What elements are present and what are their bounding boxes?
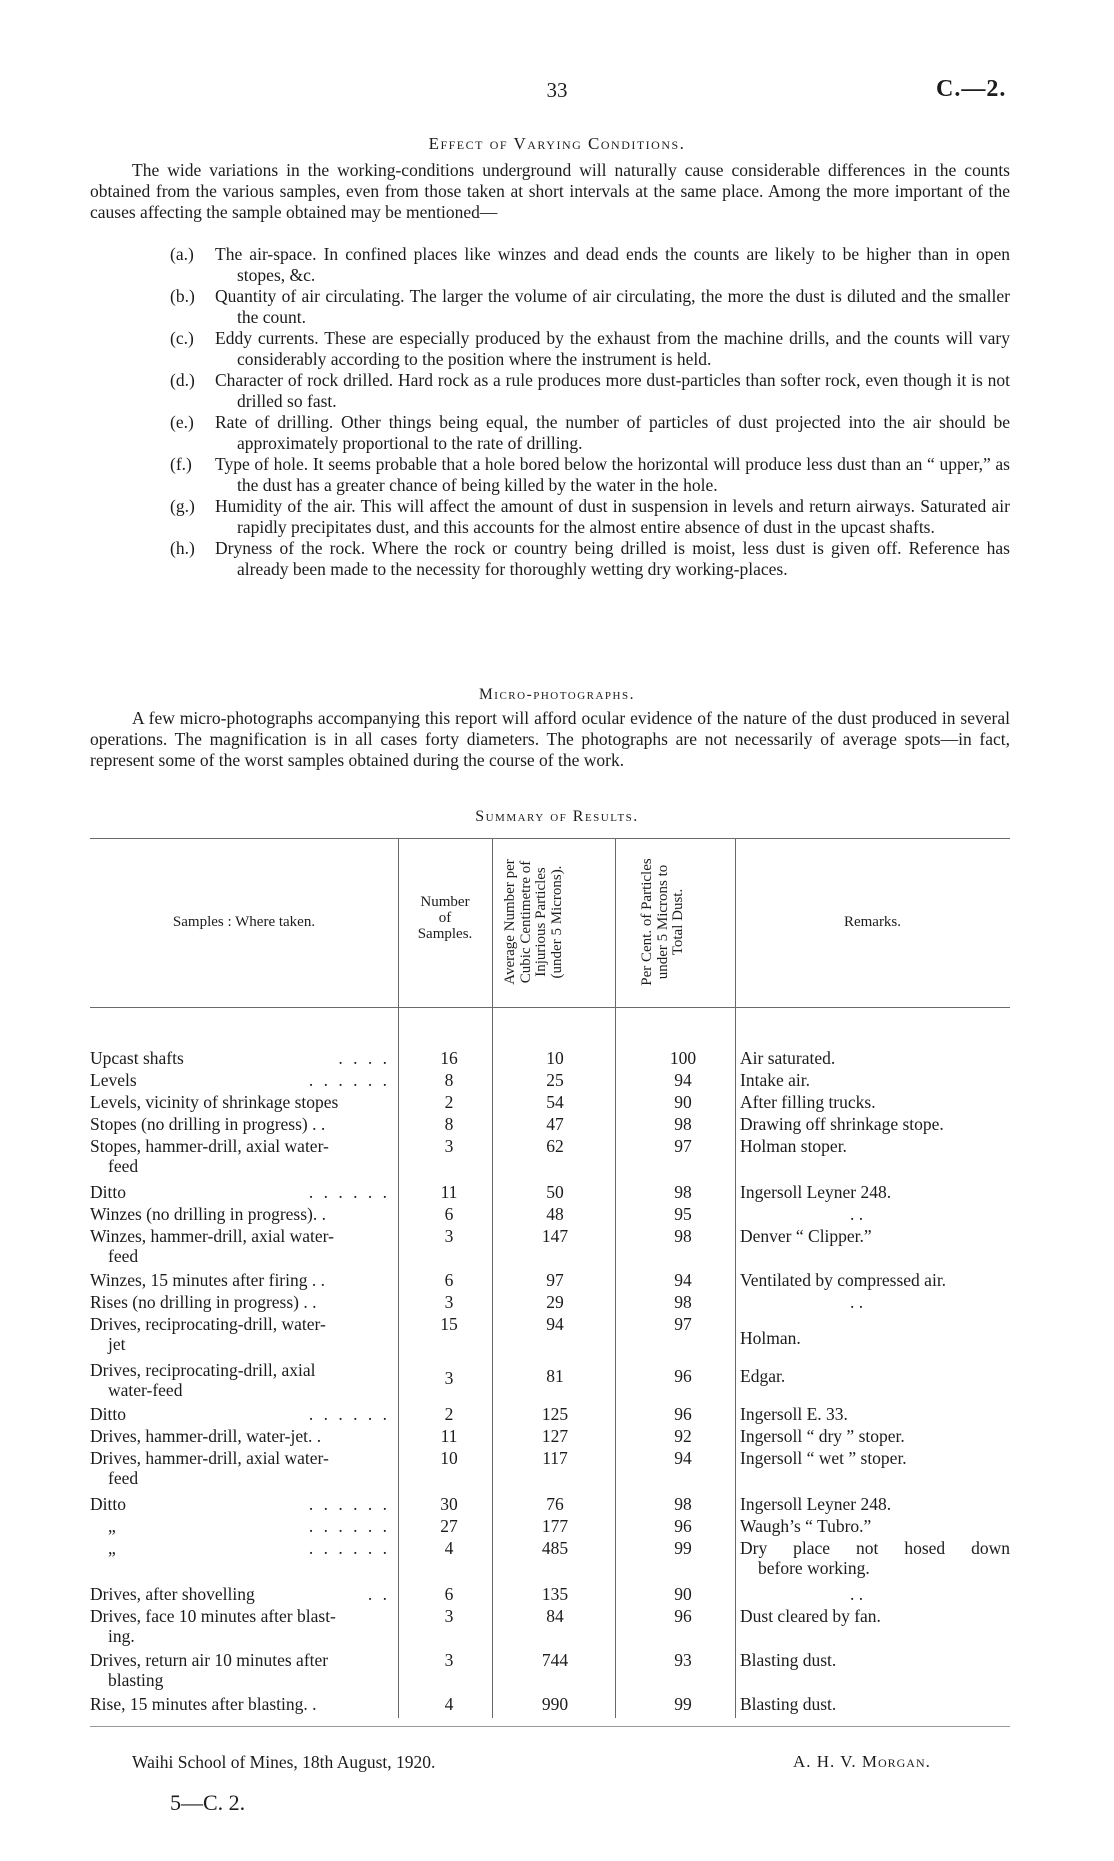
cell-number: 3 <box>444 1136 454 1156</box>
cell-remarks: Ingersoll “ dry ” stoper. <box>740 1426 905 1446</box>
intro-text: The wide variations in the working-conditions underground will naturally cause considerable differences in the counts obtained from the various samples, even from those taken at short intervals at the same place. Among the more important of the causes affecting the sample obtained may be mentioned— <box>90 160 1010 222</box>
list-item <box>170 538 1010 580</box>
cell-remarks-continued: before working. <box>758 1558 870 1578</box>
table-top-rule <box>90 838 1010 839</box>
cell-place: „ <box>108 1538 116 1558</box>
table-bottom-rule <box>90 1726 1010 1727</box>
cell-percent: 93 <box>674 1650 692 1670</box>
header-average <box>503 846 565 998</box>
cell-place-continued: water-feed <box>108 1380 183 1400</box>
cell-number: 11 <box>440 1182 458 1202</box>
leader-dots: . . . . <box>338 1048 390 1068</box>
cell-remarks: Blasting dust. <box>740 1694 837 1714</box>
cell-place: Drives, reciprocating-drill, axial <box>90 1360 316 1380</box>
list-item-text: Dryness of the rock. Where the rock or country being drilled is moist, less dust is given off. Reference has already been made to the necessity for thoroughly wetting dry working-places. <box>215 538 1010 579</box>
cell-number: 3 <box>444 1650 454 1670</box>
cell-percent: 94 <box>674 1070 692 1090</box>
cell-place: Drives, hammer-drill, axial water- <box>90 1448 329 1468</box>
cell-number: 27 <box>440 1516 458 1536</box>
cell-number: 2 <box>444 1404 454 1424</box>
cell-place: Ditto <box>90 1404 126 1424</box>
cell-number: 3 <box>444 1226 454 1246</box>
cell-number: 4 <box>444 1694 454 1714</box>
cell-percent: 94 <box>674 1448 692 1468</box>
cell-percent: 95 <box>674 1204 692 1224</box>
cell-remarks: Holman stoper. <box>740 1136 847 1156</box>
cell-number: 6 <box>444 1270 454 1290</box>
cell-place: Drives, reciprocating-drill, water- <box>90 1314 326 1334</box>
cell-average: 485 <box>541 1538 569 1558</box>
cell-percent: 97 <box>674 1314 692 1334</box>
cell-number: 30 <box>440 1494 458 1514</box>
cell-number: 15 <box>440 1314 458 1334</box>
header-percent-line: Total Dust. <box>670 888 686 956</box>
column-divider <box>492 838 493 1718</box>
cell-percent: 96 <box>674 1366 692 1386</box>
cell-average: 76 <box>546 1494 564 1514</box>
cell-percent: 96 <box>674 1516 692 1536</box>
list-item-text: Eddy currents. These are especially produced by the exhaust from the machine drills, and the counts will vary considerably according to the position where the instrument is held. <box>215 328 1010 369</box>
list-item-label: (a.) <box>170 244 194 264</box>
signature-author: A. H. V. Morgan. <box>793 1752 931 1771</box>
cell-place: Winzes, 15 minutes after firing . . <box>90 1270 325 1290</box>
section-title-micro: Micro-photographs. <box>479 686 635 703</box>
cell-remarks: Blasting dust. <box>740 1650 837 1670</box>
cell-remarks: Denver “ Clipper.” <box>740 1226 872 1246</box>
header-average-line: Injurious Particles <box>533 867 549 977</box>
cell-remarks: Air saturated. <box>740 1048 836 1068</box>
cell-percent: 90 <box>674 1584 692 1604</box>
column-divider <box>615 838 616 1718</box>
cell-place: „ <box>108 1516 116 1536</box>
leader-dots: . . . . . . <box>308 1404 390 1424</box>
cell-number: 3 <box>444 1368 454 1388</box>
cell-place-continued: feed <box>108 1156 139 1176</box>
header-samples: Samples : Where taken. <box>172 914 316 930</box>
list-item-label: (h.) <box>170 538 195 558</box>
cell-percent: 98 <box>674 1494 692 1514</box>
cell-average: 81 <box>546 1366 564 1386</box>
cell-place: Levels, vicinity of shrinkage stopes <box>90 1092 339 1112</box>
cell-average: 62 <box>546 1136 564 1156</box>
list-item-text: Humidity of the air. This will affect the amount of dust in suspension in levels and return airways. Saturated air rapidly precipitates dust, and this accounts for the almost entire absence of dust in the upcast shafts. <box>215 496 1010 537</box>
conditions-list <box>170 244 1010 580</box>
list-item <box>170 244 1010 286</box>
cell-place: Stopes (no drilling in progress) . . <box>90 1114 326 1134</box>
cell-percent: 99 <box>674 1538 692 1558</box>
cell-number: 6 <box>444 1204 454 1224</box>
cell-remarks: Ingersoll Leyner 248. <box>740 1182 892 1202</box>
list-item <box>170 454 1010 496</box>
cell-remarks: Edgar. <box>740 1366 786 1386</box>
page-number: 33 <box>546 78 568 102</box>
cell-percent: 96 <box>674 1404 692 1424</box>
list-item <box>170 328 1010 370</box>
list-item-text: Type of hole. It seems probable that a hole bored below the horizontal will produce less dust than an “ upper,” as the dust has a greater chance of being killed by the water in the hole. <box>215 454 1010 495</box>
list-item-label: (g.) <box>170 496 195 516</box>
cell-number: 11 <box>440 1426 458 1446</box>
cell-average: 990 <box>541 1694 569 1714</box>
leader-dots: . . . . . . <box>308 1182 390 1202</box>
micro-text: A few micro-photographs accompanying this report will afford ocular evidence of the nature of the dust produced in several operations. The magnification is in all cases forty diameters. The photographs are not necessarily of average spots—in fact, represent some of the worst samples obtained during the course of the work. <box>90 708 1010 770</box>
cell-place: Rise, 15 minutes after blasting. . <box>90 1694 317 1714</box>
cell-remarks: Waugh’s “ Tubro.” <box>740 1516 872 1536</box>
cell-number: 8 <box>444 1070 454 1090</box>
signature-place-date: Waihi School of Mines, 18th August, 1920. <box>132 1752 436 1772</box>
cell-remarks: Ventilated by compressed air. <box>740 1270 947 1290</box>
cell-place: Drives, hammer-drill, water-jet. . <box>90 1426 322 1446</box>
cell-average: 135 <box>541 1584 569 1604</box>
header-remarks: Remarks. <box>843 914 902 930</box>
cell-remarks: . . <box>850 1292 864 1312</box>
list-item-label: (f.) <box>170 454 192 474</box>
cell-place: Ditto <box>90 1494 126 1514</box>
table-header-rule <box>90 1007 1010 1008</box>
header-number-line: Number <box>420 894 470 910</box>
cell-average: 127 <box>541 1426 569 1446</box>
header-average-line: Cubic Centimetre of <box>517 860 534 984</box>
cell-place: Drives, face 10 minutes after blast- <box>90 1606 336 1626</box>
cell-remarks: After filling trucks. <box>740 1092 876 1112</box>
cell-average: 147 <box>541 1226 569 1246</box>
section-title-effect: Effect of Varying Conditions. <box>428 134 686 153</box>
cell-place: Ditto <box>90 1182 126 1202</box>
leader-dots: . . <box>367 1584 390 1604</box>
intro-paragraph <box>90 160 1010 223</box>
cell-number: 4 <box>444 1538 454 1558</box>
table-title: Summary of Results. <box>475 808 639 825</box>
list-item-text: Character of rock drilled. Hard rock as a rule produces more dust-particles than softer rock, even though it is not drilled so fast. <box>215 370 1010 411</box>
cell-number: 8 <box>444 1114 454 1134</box>
page-reference: 5—C. 2. <box>170 1790 246 1815</box>
cell-average: 744 <box>541 1650 569 1670</box>
cell-percent: 90 <box>674 1092 692 1112</box>
cell-percent: 96 <box>674 1606 692 1626</box>
list-item-label: (c.) <box>170 328 194 348</box>
cell-place: Levels <box>90 1070 137 1090</box>
cell-percent: 92 <box>674 1426 692 1446</box>
cell-number: 10 <box>440 1448 458 1468</box>
cell-remarks: . . <box>850 1204 864 1224</box>
header-number-line: of <box>438 910 452 926</box>
cell-percent: 98 <box>674 1182 692 1202</box>
cell-remarks-line: Dry place not hosed down <box>740 1538 1010 1558</box>
cell-percent: 99 <box>674 1694 692 1714</box>
micro-paragraph <box>90 708 1010 771</box>
cell-place: Rises (no drilling in progress) . . <box>90 1292 317 1312</box>
list-item-text: Quantity of air circulating. The larger the volume of air circulating, the more the dust is diluted and the smaller the count. <box>215 286 1010 327</box>
summary-table <box>90 838 1010 1728</box>
cell-average: 50 <box>546 1182 564 1202</box>
cell-percent: 94 <box>674 1270 692 1290</box>
cell-place: Winzes, hammer-drill, axial water- <box>90 1226 334 1246</box>
cell-place: Drives, return air 10 minutes after <box>90 1650 329 1670</box>
cell-percent: 98 <box>674 1114 692 1134</box>
cell-remarks: Ingersoll E. 33. <box>740 1404 848 1424</box>
cell-average: 29 <box>546 1292 564 1312</box>
cell-average: 97 <box>546 1270 564 1290</box>
cell-average: 47 <box>546 1114 564 1134</box>
cell-average: 177 <box>541 1516 569 1536</box>
list-item <box>170 286 1010 328</box>
cell-percent: 98 <box>674 1226 692 1246</box>
cell-remarks <box>740 1538 1010 1578</box>
cell-percent: 100 <box>669 1048 697 1068</box>
cell-average: 94 <box>546 1314 564 1334</box>
column-divider <box>398 838 399 1718</box>
cell-remarks: Intake air. <box>740 1070 810 1090</box>
header-percent <box>640 846 687 998</box>
cell-number: 16 <box>440 1048 458 1068</box>
cell-number: 6 <box>444 1584 454 1604</box>
cell-number: 2 <box>444 1092 454 1112</box>
cell-remarks: Dust cleared by fan. <box>740 1606 881 1626</box>
cell-remarks: . . <box>850 1584 864 1604</box>
cell-remarks: Ingersoll Leyner 248. <box>740 1494 892 1514</box>
leader-dots: . . . . . . <box>308 1538 390 1558</box>
cell-place-continued: feed <box>108 1246 139 1266</box>
list-item <box>170 370 1010 412</box>
cell-place: Upcast shafts <box>90 1048 184 1068</box>
cell-average: 125 <box>541 1404 569 1424</box>
cell-average: 84 <box>546 1606 564 1626</box>
cell-average: 117 <box>542 1448 568 1468</box>
cell-remarks: Ingersoll “ wet ” stoper. <box>740 1448 907 1468</box>
list-item-label: (b.) <box>170 286 195 306</box>
cell-number: 3 <box>444 1606 454 1626</box>
cell-remarks: Holman. <box>740 1328 801 1348</box>
list-item-text: Rate of drilling. Other things being equal, the number of particles of dust projected into the air should be approximately proportional to the rate of drilling. <box>215 412 1010 453</box>
cell-place-continued: ing. <box>108 1626 135 1646</box>
list-item <box>170 412 1010 454</box>
header-average-line: (under 5 Microns). <box>548 865 565 979</box>
header-percent-line: under 5 Microns to <box>654 864 671 980</box>
header-number <box>398 894 492 942</box>
cell-place: Winzes (no drilling in progress). . <box>90 1204 326 1224</box>
cell-number: 3 <box>444 1292 454 1312</box>
cell-average: 25 <box>546 1070 564 1090</box>
cell-average: 54 <box>546 1092 564 1112</box>
cell-remarks: Drawing off shrinkage stope. <box>740 1114 944 1134</box>
cell-percent: 98 <box>674 1292 692 1312</box>
cell-place: Drives, after shovelling <box>90 1584 255 1604</box>
header-average-line: Average Number per <box>502 859 518 985</box>
cell-place-continued: jet <box>108 1334 126 1354</box>
header-number-line: Samples. <box>417 926 473 942</box>
leader-dots: . . . . . . <box>308 1070 390 1090</box>
cell-place-continued: blasting <box>108 1670 164 1690</box>
list-item-label: (e.) <box>170 412 194 432</box>
cell-place-continued: feed <box>108 1468 139 1488</box>
list-item <box>170 496 1010 538</box>
list-item-text: The air-space. In confined places like winzes and dead ends the counts are likely to be higher than in open stopes, &c. <box>215 244 1010 285</box>
list-item-label: (d.) <box>170 370 195 390</box>
leader-dots: . . . . . . <box>308 1516 390 1536</box>
cell-average: 10 <box>546 1048 564 1068</box>
cell-place: Stopes, hammer-drill, axial water- <box>90 1136 329 1156</box>
cell-percent: 97 <box>674 1136 692 1156</box>
cell-average: 48 <box>546 1204 564 1224</box>
leader-dots: . . . . . . <box>308 1494 390 1514</box>
document-reference: C.—2. <box>936 76 1007 102</box>
header-percent-line: Per Cent. of Particles <box>639 858 655 986</box>
